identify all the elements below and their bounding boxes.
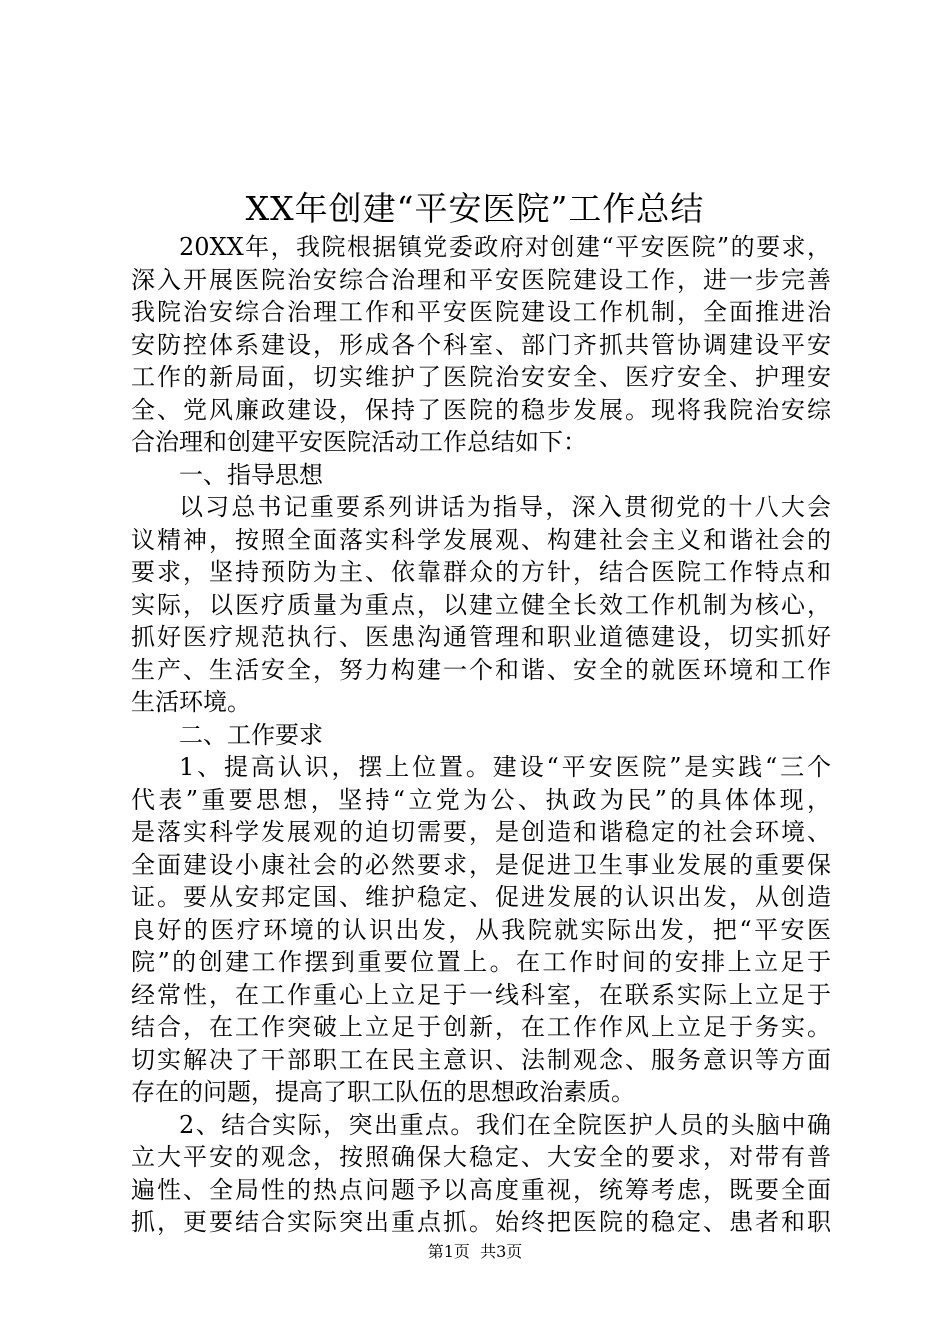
- body-line: 以习总书记重要系列讲话为指导，深入贯彻党的十八大会: [179, 493, 831, 521]
- body-line: 结合，在工作突破上立足于创新，在工作作风上立足于务实。: [131, 1013, 831, 1041]
- body-line: 代表”重要思想，坚持“立党为公、执政为民”的具体体现，: [131, 785, 831, 814]
- body-line: 抓好医疗规范执行、医患沟通管理和职业道德建设，切实抓好: [131, 623, 831, 651]
- body-line: 一、指导思想: [179, 460, 323, 489]
- body-line: 立大平安的观念，按照确保大稳定、大安全的要求，对带有普: [131, 1143, 831, 1171]
- page-number-footer: 第1页 共3页: [427, 1242, 523, 1261]
- body-line: 实际，以医疗质量为重点，以建立健全长效工作机制为核心，: [131, 590, 831, 619]
- body-line: 切实解决了干部职工在民主意识、法制观念、服务意识等方面: [131, 1045, 831, 1074]
- body-line: 二、工作要求: [179, 720, 323, 749]
- body-line: 2、结合实际，突出重点。我们在全院医护人员的头脑中确: [179, 1110, 831, 1139]
- body-line: 是落实科学发展观的迫切需要，是创造和谐稳定的社会环境、: [131, 818, 831, 846]
- body-line: 院”的创建工作摆到重要位置上。在工作时间的安排上立足于: [131, 948, 831, 976]
- body-line: 抓，更要结合实际突出重点抓。始终把医院的稳定、患者和职: [131, 1208, 831, 1236]
- body-line: 合治理和创建平安医院活动工作总结如下：: [131, 428, 587, 456]
- body-line: 要求，坚持预防为主、依靠群众的方针，结合医院工作特点和: [131, 558, 831, 586]
- body-line: 我院治安综合治理工作和平安医院建设工作机制，全面推进治: [131, 298, 831, 326]
- body-line: 遍性、全局性的热点问题予以高度重视，统筹考虑，既要全面: [131, 1175, 831, 1204]
- body-line: 安防控体系建设，形成各个科室、部门齐抓共管协调建设平安: [131, 330, 831, 359]
- body-line: 经常性，在工作重心上立足于一线科室，在联系实际上立足于: [131, 980, 831, 1009]
- body-line: 存在的问题，提高了职工队伍的思想政治素质。: [131, 1078, 635, 1106]
- body-line: 生产、生活安全，努力构建一个和谐、安全的就医环境和工作: [131, 655, 831, 684]
- document-body: [131, 231, 831, 1239]
- body-line: 生活环境。: [131, 688, 251, 716]
- body-line: 议精神，按照全面落实科学发展观、构建社会主义和谐社会的: [131, 525, 831, 554]
- body-line: 深入开展医院治安综合治理和平安医院建设工作，进一步完善: [131, 265, 831, 294]
- body-line: 全面建设小康社会的必然要求，是促进卫生事业发展的重要保: [131, 850, 831, 879]
- document-title: XX年创建“平安医院”工作总结: [245, 189, 705, 228]
- body-line: 20XX年，我院根据镇党委政府对创建“平安医院”的要求，: [179, 233, 831, 261]
- body-line: 良好的医疗环境的认识出发，从我院就实际出发，把“平安医: [131, 915, 831, 944]
- body-line: 全、党风廉政建设，保持了医院的稳步发展。现将我院治安综: [131, 395, 831, 424]
- body-line: 1、提高认识，摆上位置。建设“平安医院”是实践“三个: [179, 753, 831, 781]
- body-line: 工作的新局面，切实维护了医院治安安全、医疗安全、护理安: [131, 363, 831, 391]
- body-line: 证。要从安邦定国、维护稳定、促进发展的认识出发，从创造: [131, 883, 831, 911]
